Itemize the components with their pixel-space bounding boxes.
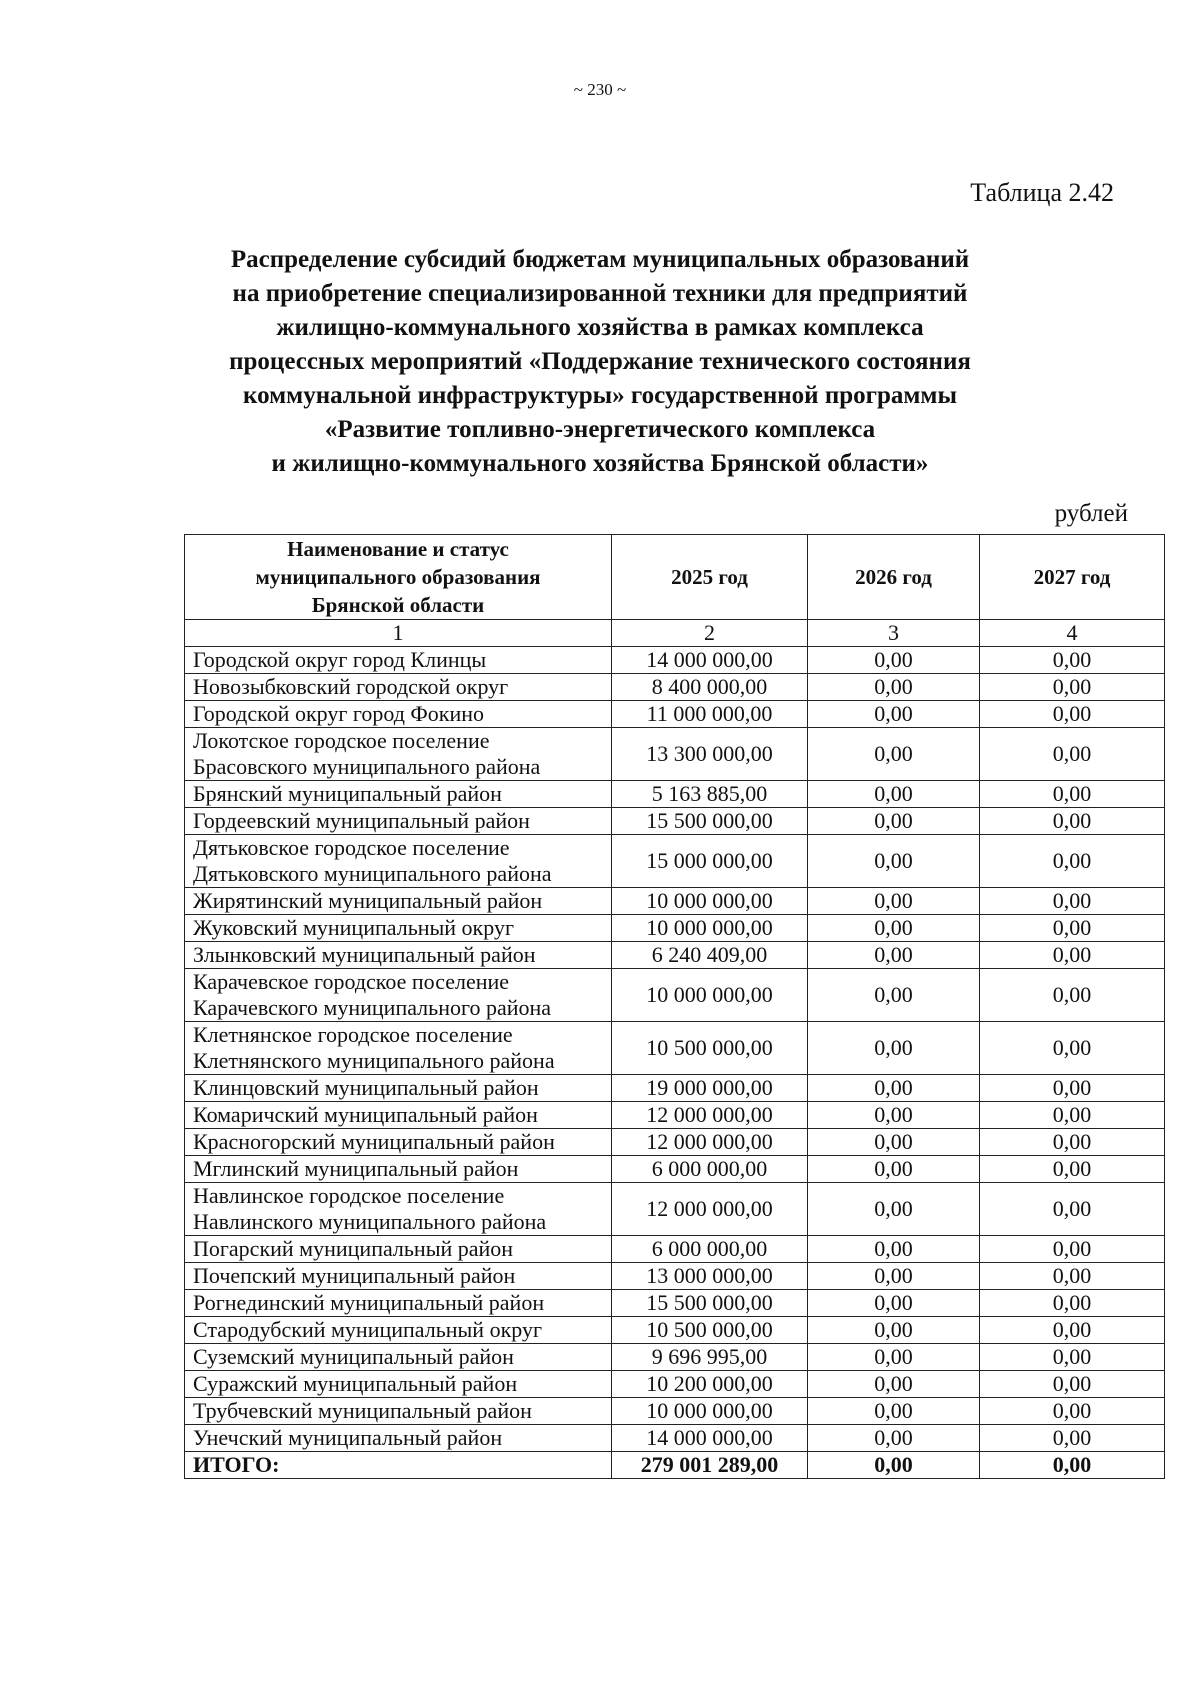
amount-2027: 0,00 (980, 701, 1165, 728)
amount-2027: 0,00 (980, 808, 1165, 835)
amount-2026: 0,00 (808, 835, 980, 888)
municipality-name-line: Городской округ город Клинцы (193, 647, 487, 672)
municipality-name-line: Локотское городское поселение (193, 728, 490, 753)
municipality-name-line: Карачевское городское поселение (193, 969, 510, 994)
amount-2026: 0,00 (808, 728, 980, 781)
amount-2027: 0,00 (980, 1075, 1165, 1102)
amount-2025: 6 240 409,00 (612, 942, 808, 969)
amount-2027: 0,00 (980, 888, 1165, 915)
amount-2026: 0,00 (808, 674, 980, 701)
municipality-name (185, 1075, 612, 1102)
amount-2026: 0,00 (808, 647, 980, 674)
amount-2026: 0,00 (808, 1344, 980, 1371)
municipality-name (185, 808, 612, 835)
amount-2027: 0,00 (980, 1183, 1165, 1236)
municipality-name-line: Новозыбковский городской округ (193, 674, 509, 699)
table-row (185, 701, 1165, 728)
table-row (185, 1236, 1165, 1263)
municipality-name-line: Суражский муниципальный район (193, 1371, 518, 1396)
municipality-name-line: Унечский муниципальный район (193, 1425, 503, 1450)
amount-2027: 0,00 (980, 1156, 1165, 1183)
amount-2027: 0,00 (980, 915, 1165, 942)
amount-2026: 0,00 (808, 1398, 980, 1425)
header-name (185, 535, 612, 620)
amount-2025: 12 000 000,00 (612, 1102, 808, 1129)
amount-2025: 10 200 000,00 (612, 1371, 808, 1398)
municipality-name (185, 1398, 612, 1425)
amount-2027: 0,00 (980, 1317, 1165, 1344)
municipality-name-line: Рогнединский муниципальный район (193, 1290, 545, 1315)
municipality-name-line: Брасовского муниципального района (193, 754, 541, 779)
municipality-name (185, 1263, 612, 1290)
amount-2027: 0,00 (980, 1263, 1165, 1290)
header-name-line: муниципального образования (255, 565, 541, 589)
table-row (185, 1183, 1165, 1236)
amount-2025: 15 500 000,00 (612, 808, 808, 835)
municipality-name-line: Стародубский муниципальный округ (193, 1317, 543, 1342)
amount-2026: 0,00 (808, 1102, 980, 1129)
amount-2026: 0,00 (808, 1156, 980, 1183)
amount-2027: 0,00 (980, 674, 1165, 701)
amount-2025: 5 163 885,00 (612, 781, 808, 808)
table-row (185, 888, 1165, 915)
table-row (185, 674, 1165, 701)
amount-2026: 0,00 (808, 1022, 980, 1075)
table-row (185, 647, 1165, 674)
municipality-name (185, 1129, 612, 1156)
amount-2026: 0,00 (808, 781, 980, 808)
amount-2027: 0,00 (980, 969, 1165, 1022)
amount-2026: 0,00 (808, 1183, 980, 1236)
municipality-name-line: Комаричский муниципальный район (193, 1102, 538, 1127)
units-label: рублей (1054, 500, 1128, 527)
municipality-name-line: Злынковский муниципальный район (193, 942, 536, 967)
municipality-name (185, 1183, 612, 1236)
amount-2025: 10 500 000,00 (612, 1022, 808, 1075)
table-body (185, 647, 1165, 1452)
amount-2025: 10 000 000,00 (612, 969, 808, 1022)
table-row (185, 915, 1165, 942)
municipality-name (185, 835, 612, 888)
amount-2027: 0,00 (980, 1398, 1165, 1425)
municipality-name-line: Карачевского муниципального района (193, 995, 552, 1020)
amount-2025: 10 000 000,00 (612, 1398, 808, 1425)
amount-2027: 0,00 (980, 1371, 1165, 1398)
amount-2026: 0,00 (808, 1290, 980, 1317)
municipality-name-line: Клетнянского муниципального района (193, 1048, 555, 1073)
amount-2026: 0,00 (808, 1075, 980, 1102)
amount-2027: 0,00 (980, 1022, 1165, 1075)
municipality-name (185, 1290, 612, 1317)
table-row (185, 1263, 1165, 1290)
amount-2025: 11 000 000,00 (612, 701, 808, 728)
municipality-name-line: Гордеевский муниципальный район (193, 808, 530, 833)
municipality-name (185, 915, 612, 942)
amount-2026: 0,00 (808, 942, 980, 969)
page-number: ~ 230 ~ (573, 80, 627, 99)
amount-2025: 6 000 000,00 (612, 1236, 808, 1263)
amount-2026: 0,00 (808, 1425, 980, 1452)
municipality-name (185, 728, 612, 781)
header-2025: 2025 год (612, 535, 808, 620)
total-2025: 279 001 289,00 (612, 1452, 808, 1479)
table-row (185, 835, 1165, 888)
municipality-name (185, 781, 612, 808)
amount-2027: 0,00 (980, 1425, 1165, 1452)
amount-2027: 0,00 (980, 1236, 1165, 1263)
municipality-name (185, 888, 612, 915)
column-number: 1 (185, 620, 612, 647)
amount-2025: 10 000 000,00 (612, 915, 808, 942)
amount-2025: 13 300 000,00 (612, 728, 808, 781)
title-line: жилищно-коммунального хозяйства в рамках комплекса (276, 314, 924, 341)
table-row (185, 969, 1165, 1022)
amount-2026: 0,00 (808, 1317, 980, 1344)
municipality-name (185, 1344, 612, 1371)
total-label: ИТОГО: (185, 1452, 612, 1479)
municipality-name-line: Жирятинский муниципальный район (193, 888, 543, 913)
amount-2025: 19 000 000,00 (612, 1075, 808, 1102)
amount-2025: 6 000 000,00 (612, 1156, 808, 1183)
municipality-name-line: Мглинский муниципальный район (193, 1156, 519, 1181)
column-number: 4 (980, 620, 1165, 647)
amount-2026: 0,00 (808, 1129, 980, 1156)
title-line: «Развитие топливно-энергетического комплекса (324, 416, 876, 443)
amount-2027: 0,00 (980, 647, 1165, 674)
municipality-name-line: Трубчевский муниципальный район (193, 1398, 532, 1423)
amount-2025: 8 400 000,00 (612, 674, 808, 701)
header-2027: 2027 год (980, 535, 1165, 620)
table-row (185, 1075, 1165, 1102)
amount-2027: 0,00 (980, 1290, 1165, 1317)
table-row (185, 1290, 1165, 1317)
municipality-name (185, 942, 612, 969)
municipality-name-line: Жуковский муниципальный округ (193, 915, 514, 940)
header-name-line: Наименование и статус (287, 537, 509, 561)
municipality-name-line: Дятьковское городское поселение (193, 835, 510, 860)
municipality-name (185, 1236, 612, 1263)
table-row (185, 1344, 1165, 1371)
title-line: Распределение субсидий бюджетам муниципальных образований (230, 246, 970, 273)
municipality-name-line: Клетнянское городское поселение (193, 1022, 513, 1047)
amount-2025: 15 000 000,00 (612, 835, 808, 888)
municipality-name-line: Погарский муниципальный район (193, 1236, 514, 1261)
column-number: 3 (808, 620, 980, 647)
amount-2025: 12 000 000,00 (612, 1183, 808, 1236)
municipality-name-line: Городской округ город Фокино (193, 701, 485, 726)
total-2027: 0,00 (980, 1452, 1165, 1479)
municipality-name-line: Клинцовский муниципальный район (193, 1075, 539, 1100)
municipality-name (185, 1317, 612, 1344)
municipality-name-line: Дятьковского муниципального района (193, 861, 552, 886)
document-title (150, 243, 1050, 481)
municipality-name-line: Навлинского муниципального района (193, 1209, 547, 1234)
column-number: 2 (612, 620, 808, 647)
amount-2026: 0,00 (808, 969, 980, 1022)
header-row (185, 535, 1165, 620)
table-row (185, 1102, 1165, 1129)
municipality-name (185, 1371, 612, 1398)
municipality-name (185, 1022, 612, 1075)
amount-2026: 0,00 (808, 888, 980, 915)
municipality-name (185, 1102, 612, 1129)
municipality-name-line: Навлинское городское поселение (193, 1183, 505, 1208)
total-row (185, 1452, 1165, 1479)
title-line: на приобретение специализированной техники для предприятий (232, 280, 968, 307)
amount-2025: 15 500 000,00 (612, 1290, 808, 1317)
amount-2027: 0,00 (980, 781, 1165, 808)
total-2026: 0,00 (808, 1452, 980, 1479)
amount-2027: 0,00 (980, 1129, 1165, 1156)
municipality-name-line: Суземский муниципальный район (193, 1344, 514, 1369)
municipality-name-line: Почепский муниципальный район (193, 1263, 516, 1288)
table-row (185, 942, 1165, 969)
table-row (185, 1398, 1165, 1425)
table-row (185, 808, 1165, 835)
table-row (185, 1371, 1165, 1398)
amount-2025: 9 696 995,00 (612, 1344, 808, 1371)
subsidy-table (184, 534, 1165, 1479)
municipality-name (185, 701, 612, 728)
municipality-name-line: Брянский муниципальный район (193, 781, 502, 806)
header-2026: 2026 год (808, 535, 980, 620)
municipality-name-line: Красногорский муниципальный район (193, 1129, 555, 1154)
municipality-name (185, 674, 612, 701)
header-name-line: Брянской области (311, 593, 485, 617)
table-row (185, 1425, 1165, 1452)
table-row (185, 728, 1165, 781)
table-label: Таблица 2.42 (970, 178, 1114, 207)
table-row (185, 781, 1165, 808)
municipality-name (185, 1156, 612, 1183)
amount-2025: 14 000 000,00 (612, 1425, 808, 1452)
amount-2025: 10 000 000,00 (612, 888, 808, 915)
amount-2027: 0,00 (980, 942, 1165, 969)
amount-2027: 0,00 (980, 835, 1165, 888)
column-number-row (185, 620, 1165, 647)
title-line: и жилищно-коммунального хозяйства Брянской области» (271, 450, 929, 477)
amount-2026: 0,00 (808, 1263, 980, 1290)
municipality-name (185, 647, 612, 674)
amount-2025: 10 500 000,00 (612, 1317, 808, 1344)
amount-2027: 0,00 (980, 1102, 1165, 1129)
amount-2025: 12 000 000,00 (612, 1129, 808, 1156)
amount-2026: 0,00 (808, 1236, 980, 1263)
table-row (185, 1129, 1165, 1156)
amount-2026: 0,00 (808, 701, 980, 728)
amount-2025: 14 000 000,00 (612, 647, 808, 674)
amount-2027: 0,00 (980, 728, 1165, 781)
amount-2026: 0,00 (808, 808, 980, 835)
amount-2026: 0,00 (808, 1371, 980, 1398)
table-row (185, 1156, 1165, 1183)
amount-2027: 0,00 (980, 1344, 1165, 1371)
municipality-name (185, 1425, 612, 1452)
amount-2026: 0,00 (808, 915, 980, 942)
title-line: процессных мероприятий «Поддержание технического состояния (229, 348, 971, 375)
table-row (185, 1022, 1165, 1075)
table-row (185, 1317, 1165, 1344)
amount-2025: 13 000 000,00 (612, 1263, 808, 1290)
municipality-name (185, 969, 612, 1022)
title-line: коммунальной инфраструктуры» государственной программы (243, 382, 957, 409)
